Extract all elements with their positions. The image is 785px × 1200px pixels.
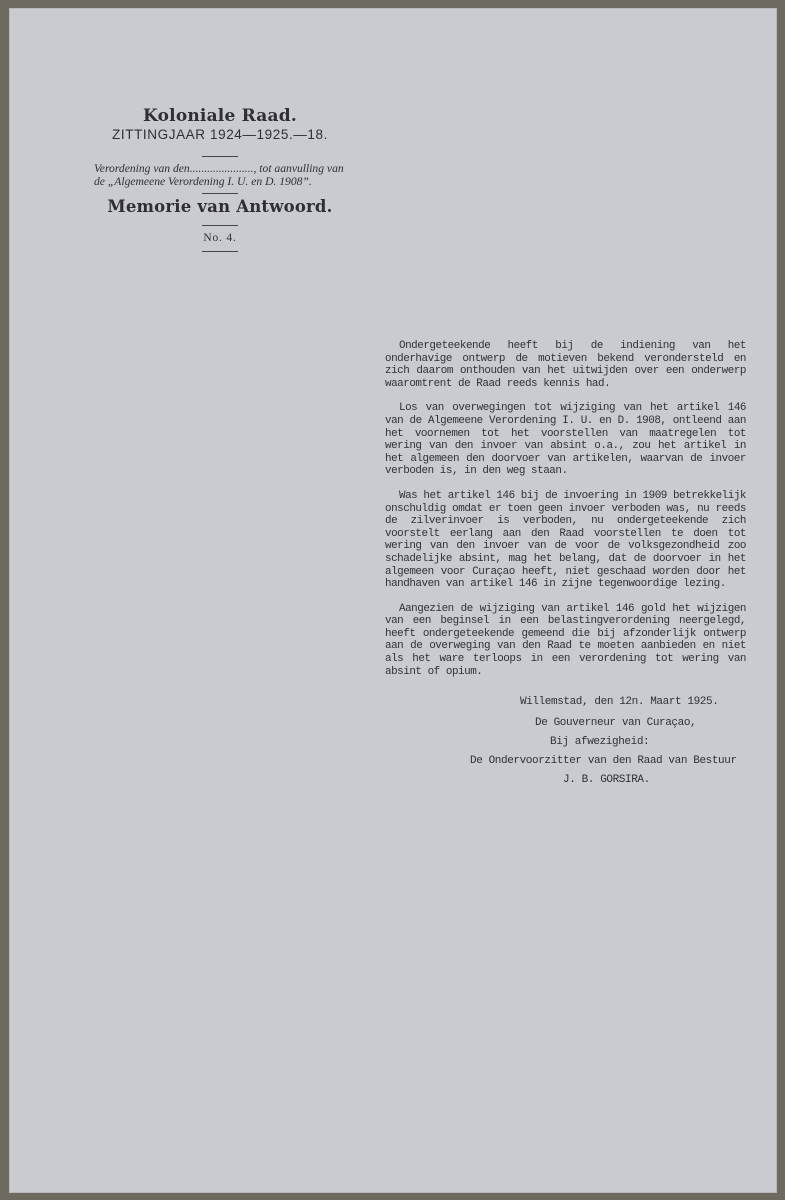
divider bbox=[202, 251, 238, 252]
signature-block bbox=[385, 693, 746, 790]
signatory-name: J. B. GORSIRA. bbox=[563, 774, 650, 786]
place-date: Willemstad, den 12n. Maart 1925. bbox=[520, 696, 719, 708]
governor-line: De Gouverneur van Curaçao, bbox=[535, 717, 697, 729]
document-number: No. 4. bbox=[203, 232, 237, 244]
divider bbox=[202, 193, 238, 194]
paragraph: Los van overwegingen tot wijziging van het artikel 146 van de Algemeene Verordening I. U. en D. 1908, ontleend aan het voornemen tot het voorstellen van maatregelen tot wering van den invoer van absint o.a., zou het artikel in het algemeen den doorvoer van artikelen, waarvan de invoer verboden is, in den weg staan. bbox=[385, 402, 746, 478]
paragraph: Was het artikel 146 bij de invoering in 1909 betrekkelijk onschuldig omdat er toen geen invoer verboden was, nu reeds de zilverinvoer is verboden, nu ondergeteekende zich voorstelt eerlang aan den Raad voorstellen te doen tot wering van den invoer van de voor de volksgezondheid zoo schadelijke absint, mag het belang, dat de doorvoer in het algemeen voor Curaçao heeft, niet geschaad worden door het handhaven van artikel 146 in zijne tegenwoordige lezing. bbox=[385, 489, 746, 591]
divider bbox=[202, 225, 238, 226]
council-title: Koloniale Raad. bbox=[143, 106, 297, 126]
ordinance-subject: Verordening van den......................, tot aanvulling van de „Algemeene Verordening I. U. en D. 1908”. bbox=[94, 162, 344, 188]
document-header bbox=[89, 106, 351, 252]
divider bbox=[202, 156, 238, 157]
absence-line: Bij afwezigheid: bbox=[550, 736, 650, 748]
paragraph: Aangezien de wijziging van artikel 146 gold het wijzigen van een beginsel in een belastingverordening neergelegd, heeft ondergeteekende gemeend die bij afzonderlijk ontwerp aan de overweging van den Raad te moeten aanbieden en niet als het ware terloops in een verordening tot wering van absint of opium. bbox=[385, 602, 746, 678]
paragraph: Ondergeteekende heeft bij de indiening van het onderhavige ontwerp de motieven bekend verondersteld en zich daarom onthouden van het uitwijden over een onderwerp waaromtrent de Raad reeds kennis had. bbox=[385, 340, 746, 390]
memo-body bbox=[385, 340, 746, 690]
document-page bbox=[9, 8, 777, 1193]
deputy-line: De Ondervoorzitter van den Raad van Bestuur bbox=[470, 755, 737, 767]
session-year: ZITTINGJAAR 1924—1925.—18. bbox=[112, 127, 328, 142]
memo-title: Memorie van Antwoord. bbox=[107, 197, 333, 216]
